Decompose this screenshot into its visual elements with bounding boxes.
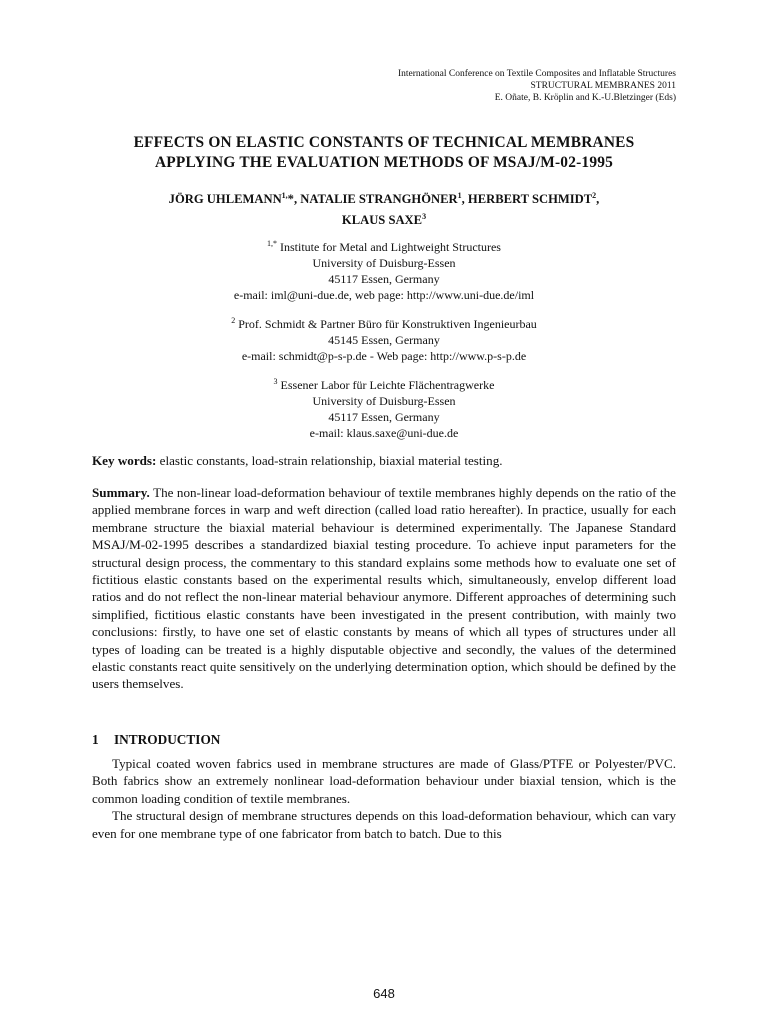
keywords (92, 452, 676, 469)
affiliation-contact: e-mail: iml@uni-due.de, web page: http://www.uni-due.de/iml (233, 288, 535, 302)
author-line-1 (0, 187, 768, 208)
author-name: NATALIE STRANGHÖNER (300, 192, 458, 207)
author-name: HERBERT SCHMIDT (467, 192, 593, 207)
affiliation-university: University of Duisburg-Essen (312, 394, 456, 408)
conference-name: International Conference on Textile Composites and Inflatable Structures (397, 69, 676, 79)
affiliation-institute: Prof. Schmidt & Partner Büro für Konstruktiven Ingenieurbau (235, 317, 537, 331)
affiliation-3 (0, 374, 768, 441)
keywords-text: elastic constants, load-strain relationship, biaxial material testing. (156, 453, 503, 468)
corresponding-author-mark: * (287, 192, 294, 207)
page-number: 648 (373, 986, 395, 1001)
author-name: JÖRG UHLEMANN (168, 192, 282, 207)
author-affiliation-mark: 3 (422, 212, 427, 222)
affiliation-2 (0, 313, 768, 364)
section-number: 1 (92, 732, 99, 747)
affiliation-contact: e-mail: schmidt@p-s-p.de - Web page: http://www.p-s-p.de (241, 349, 527, 363)
author-list (0, 187, 768, 229)
paper-title-line-2: APPLYING THE EVALUATION METHODS OF MSAJ/M-02-1995 (154, 154, 614, 171)
conference-editors: E. Oñate, B. Kröplin and K.-U.Bletzinger (Eds) (494, 93, 676, 103)
affiliation-mark: 1,* (267, 239, 278, 248)
author-affiliation-mark: 1 (457, 191, 462, 200)
affiliation-institute: Institute for Metal and Lightweight Structures (277, 240, 501, 254)
affiliation-1 (0, 236, 768, 303)
affiliation-address: 45117 Essen, Germany (328, 410, 440, 424)
keywords-label: Key words: (92, 453, 157, 468)
summary-label: Summary. (92, 485, 150, 500)
affiliation-mark: 2 (231, 316, 236, 325)
section-title: INTRODUCTION (114, 732, 221, 747)
affiliation-institute: Essener Labor für Leichte Flächentragwerke (277, 378, 495, 392)
conference-header (398, 68, 676, 104)
affiliation-contact: e-mail: klaus.saxe@uni-due.de (309, 426, 459, 440)
author-separator: , (596, 192, 600, 207)
author-affiliation-mark: 2 (592, 191, 597, 200)
affiliation-mark: 3 (273, 377, 278, 386)
paper-title (0, 133, 768, 173)
section-heading (92, 732, 220, 748)
paragraph: Typical coated woven fabrics used in membrane structures are made of Glass/PTFE or Polyester/PVC. Both fabrics show an extremely nonlinear load-deformation behaviour under biaxial tension, which is the common loading condition of textile membranes. (92, 756, 676, 806)
section-body (92, 755, 676, 842)
affiliation-university: University of Duisburg-Essen (312, 256, 456, 270)
summary (92, 484, 676, 693)
author-name: KLAUS SAXE (341, 213, 423, 228)
summary-text: The non-linear load-deformation behaviour of textile membranes highly depends on the ratio of the applied membrane forces in warp and weft direction (called load ratio hereafter). In practice, usually for each membrane structure the biaxial material behaviour is determined experimentally. The Japanese Standard MSAJ/M-02-1995 describes a standardized biaxial testing procedure. To achieve input parameters for the structural design process, the commentary to this standard explains some methods how to evaluate one set of fictitious elastic constants based on the experimental results which, simultaneously, envelop different load ratios and do not reflect the non-linear material behaviour anymore. Different approaches of determining such simplified, fictitious elastic constants have been investigated in the present contribution, with mainly two conclusions: firstly, to have one set of elastic constants by means of which all types of structures under all types of loading can be treated is a highly disputable objective and secondly, the values of the determined elastic constants react quite sensitively on the underlying determination option, which should be defined by the users themselves. (92, 485, 676, 692)
affiliation-address: 45117 Essen, Germany (328, 272, 440, 286)
author-line-2 (0, 208, 768, 229)
author-separator: , (293, 192, 301, 207)
paragraph: The structural design of membrane structures depends on this load-deformation behaviour, which can vary even for one membrane type of one fabricator from batch to batch. Due to this (92, 808, 676, 841)
author-affiliation-mark: 1, (281, 191, 288, 200)
paper-title-line-1: EFFECTS ON ELASTIC CONSTANTS OF TECHNICAL MEMBRANES (133, 134, 635, 151)
author-separator: , (461, 192, 468, 207)
affiliation-address: 45145 Essen, Germany (328, 333, 440, 347)
conference-series: STRUCTURAL MEMBRANES 2011 (530, 81, 676, 91)
